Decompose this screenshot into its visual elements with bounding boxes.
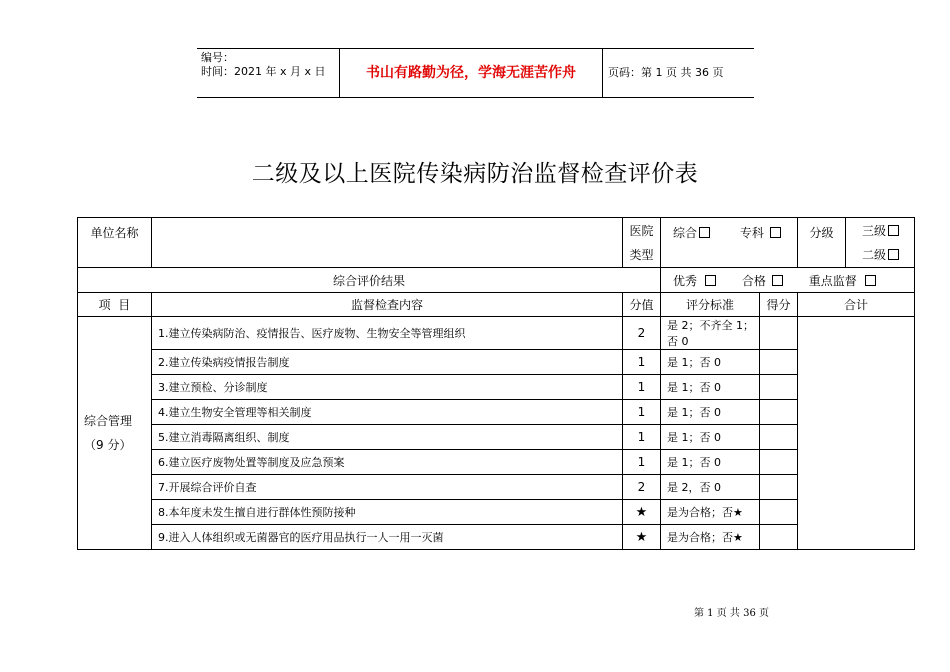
result-pass-checkbox[interactable] bbox=[772, 275, 783, 286]
unit-row bbox=[78, 218, 915, 268]
type-general-checkbox[interactable] bbox=[699, 227, 710, 238]
level-options bbox=[846, 218, 915, 268]
row-content: 9.进入人体组织或无菌器官的医疗用品执行一人一用一灭菌 bbox=[152, 525, 623, 550]
level-2-label: 二级 bbox=[862, 247, 887, 262]
evaluation-table bbox=[77, 217, 915, 550]
row-content: 3.建立预检、分诊制度 bbox=[152, 375, 623, 400]
category-cell bbox=[78, 317, 152, 550]
row-score[interactable] bbox=[760, 500, 798, 525]
row-criteria: 是 1；否 0 bbox=[661, 425, 760, 450]
time-label: 时间：2021 年 x 月 x 日 bbox=[201, 65, 326, 78]
number-label: 编号： bbox=[201, 51, 234, 64]
row-points: 1 bbox=[623, 375, 661, 400]
header-page-label: 页码：第 1 页 共 36 页 bbox=[608, 66, 724, 79]
row-content: 2.建立传染病疫情报告制度 bbox=[152, 350, 623, 375]
type-general-label: 综合 bbox=[673, 226, 698, 240]
row-criteria: 是 1；否 0 bbox=[661, 400, 760, 425]
row-content: 6.建立医疗废物处置等制度及应急预案 bbox=[152, 450, 623, 475]
row-score[interactable] bbox=[760, 425, 798, 450]
row-points: 1 bbox=[623, 400, 661, 425]
table-row bbox=[78, 450, 915, 475]
category-points: （9 分） bbox=[84, 438, 132, 452]
table-row bbox=[78, 375, 915, 400]
level-label: 分级 bbox=[798, 218, 846, 268]
hospital-type-options bbox=[661, 218, 798, 268]
row-criteria: 是为合格；否★ bbox=[661, 500, 760, 525]
total-cell[interactable] bbox=[798, 317, 915, 550]
document-title: 二级及以上医院传染病防治监督检查评价表 bbox=[251, 161, 699, 187]
row-criteria: 是 1；否 0 bbox=[661, 375, 760, 400]
hospital-type-label-1: 医院 bbox=[629, 223, 654, 238]
category-label: 综合管理 bbox=[84, 414, 133, 428]
result-key-label: 重点监督 bbox=[808, 273, 857, 288]
level-2-checkbox[interactable] bbox=[888, 249, 899, 260]
page-footer: 第 1 页 共 36 页 bbox=[694, 608, 769, 619]
row-criteria: 是 1；否 0 bbox=[661, 450, 760, 475]
table-row bbox=[78, 475, 915, 500]
row-criteria: 是 2，否 0 bbox=[661, 475, 760, 500]
row-content: 4.建立生物安全管理等相关制度 bbox=[152, 400, 623, 425]
overall-result-label: 综合评价结果 bbox=[78, 268, 661, 293]
row-content: 1.建立传染病防治、疫情报告、医疗废物、生物安全等管理组织 bbox=[152, 317, 623, 350]
level-3-checkbox[interactable] bbox=[888, 225, 899, 236]
row-points: 1 bbox=[623, 450, 661, 475]
row-score[interactable] bbox=[760, 525, 798, 550]
header-meta bbox=[201, 49, 341, 97]
row-criteria: 是 2；不齐全 1；否 0 bbox=[661, 317, 760, 350]
table-row bbox=[78, 500, 915, 525]
row-points: 2 bbox=[623, 317, 661, 350]
table-row bbox=[78, 317, 915, 350]
col-content-header: 监督检查内容 bbox=[152, 293, 623, 317]
col-points-header: 分值 bbox=[623, 293, 661, 317]
level-3-label: 三级 bbox=[862, 223, 887, 238]
result-excellent-checkbox[interactable] bbox=[705, 275, 716, 286]
row-points: 2 bbox=[623, 475, 661, 500]
page-header bbox=[197, 48, 754, 98]
col-criteria-header: 评分标准 bbox=[661, 293, 760, 317]
unit-name-field[interactable] bbox=[152, 218, 623, 268]
row-score[interactable] bbox=[760, 375, 798, 400]
type-special-label: 专科 bbox=[739, 226, 764, 240]
table-row bbox=[78, 400, 915, 425]
table-row bbox=[78, 350, 915, 375]
table-row bbox=[78, 425, 915, 450]
row-score[interactable] bbox=[760, 475, 798, 500]
row-score[interactable] bbox=[760, 317, 798, 350]
hospital-type-label-2: 类型 bbox=[629, 247, 654, 262]
unit-name-label: 单位名称 bbox=[78, 218, 152, 268]
row-points: ★ bbox=[623, 500, 661, 525]
row-score[interactable] bbox=[760, 450, 798, 475]
row-points: ★ bbox=[623, 525, 661, 550]
result-excellent-label: 优秀 bbox=[673, 273, 698, 288]
row-criteria: 是为合格；否★ bbox=[661, 525, 760, 550]
col-score-header: 得分 bbox=[760, 293, 798, 317]
row-score[interactable] bbox=[760, 350, 798, 375]
result-key-checkbox[interactable] bbox=[865, 275, 876, 286]
col-total-header: 合计 bbox=[798, 293, 915, 317]
row-content: 5.建立消毒隔离组织、制度 bbox=[152, 425, 623, 450]
type-special-checkbox[interactable] bbox=[770, 227, 781, 238]
row-score[interactable] bbox=[760, 400, 798, 425]
row-points: 1 bbox=[623, 350, 661, 375]
row-points: 1 bbox=[623, 425, 661, 450]
result-pass-label: 合格 bbox=[741, 273, 766, 288]
header-motto: 书山有路勤为径，学海无涯苦作舟 bbox=[339, 49, 603, 97]
table-row bbox=[78, 525, 915, 550]
result-row bbox=[78, 268, 915, 293]
row-content: 8.本年度未发生擅自进行群体性预防接种 bbox=[152, 500, 623, 525]
row-criteria: 是 1；否 0 bbox=[661, 350, 760, 375]
row-content: 7.开展综合评价自查 bbox=[152, 475, 623, 500]
column-header-row bbox=[78, 293, 915, 317]
hospital-type-label bbox=[623, 218, 661, 268]
col-item-header: 项 目 bbox=[78, 293, 152, 317]
result-options bbox=[661, 268, 915, 293]
